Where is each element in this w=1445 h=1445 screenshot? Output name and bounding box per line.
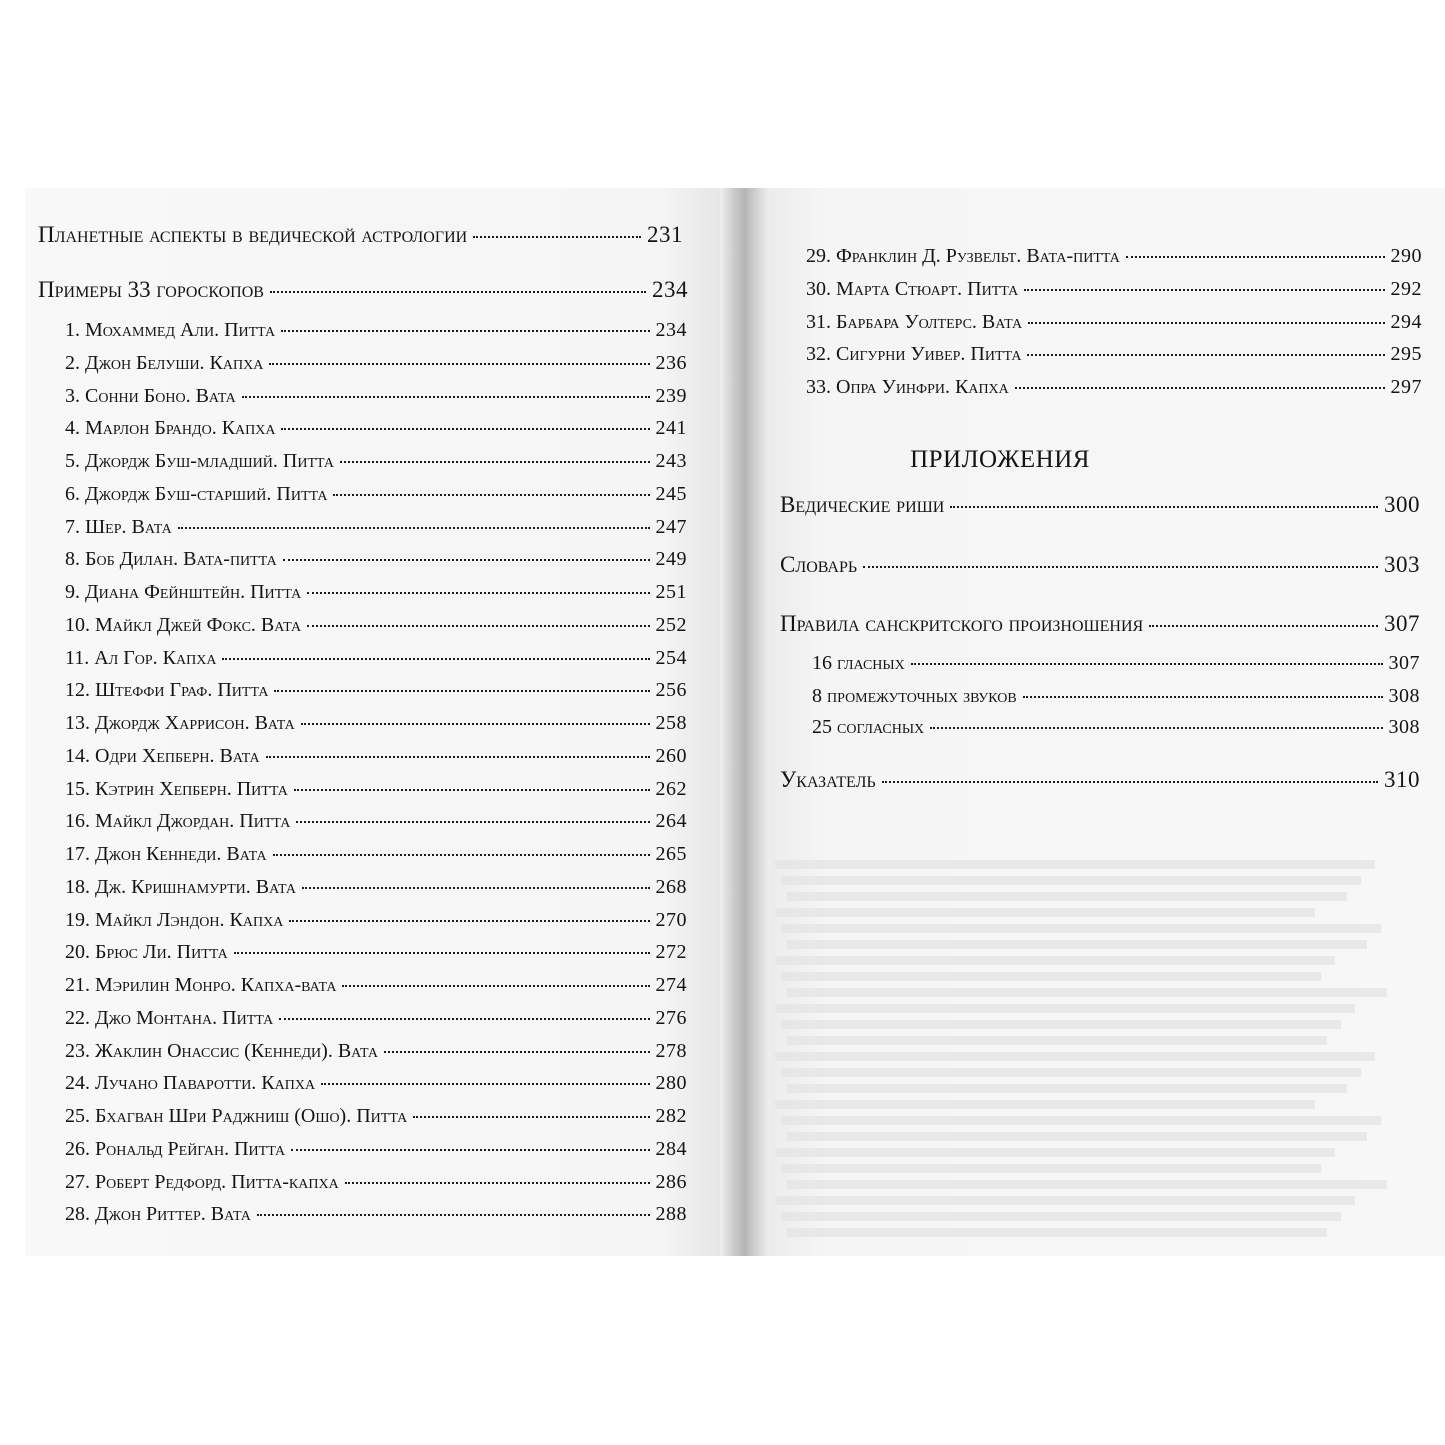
toc-entry-title: 13. Джордж Харрисон. Вата [65, 712, 295, 734]
toc-entry[interactable] [65, 679, 687, 709]
toc-entry[interactable] [38, 222, 683, 252]
toc-entry-page: 265 [655, 843, 687, 865]
dot-leader [294, 789, 650, 791]
bleed-through-line [781, 924, 1381, 933]
toc-entry-title: 5. Джордж Буш-младший. Питта [65, 450, 334, 472]
toc-entry-title: 31. Барбара Уолтерс. Вата [806, 310, 1023, 333]
toc-entry-title: Словарь [780, 552, 858, 577]
toc-entry-page: 284 [655, 1137, 687, 1160]
toc-entry[interactable] [65, 1105, 687, 1135]
toc-entry-page: 260 [655, 744, 687, 767]
toc-entry[interactable] [65, 941, 687, 971]
toc-entry-title: 4. Марлон Брандо. Капха [65, 417, 276, 440]
toc-entry-page: 270 [655, 908, 687, 931]
toc-entry[interactable] [780, 492, 1420, 522]
toc-entry-title: 25. Бхагван Шри Раджниш (Ошо). Питта [65, 1105, 408, 1127]
bleed-through-line [787, 1084, 1347, 1093]
dot-leader [291, 1149, 649, 1151]
toc-entry[interactable] [65, 1007, 687, 1037]
toc-entry-title: 1. Мохаммед Али. Питта [65, 319, 276, 341]
toc-entry-title: Указатель [780, 767, 876, 792]
dot-leader [340, 461, 650, 463]
toc-entry[interactable] [38, 277, 688, 307]
toc-entry-title: 6. Джордж Буш-старший. Питта [65, 482, 328, 505]
toc-entry-page: 262 [655, 777, 687, 800]
bleed-through-line [781, 1212, 1341, 1221]
toc-entry[interactable] [806, 343, 1422, 373]
toc-entry-page: 243 [655, 450, 687, 472]
dot-leader [281, 428, 649, 430]
toc-entry-title: 21. Мэрилин Монро. Капха-вата [65, 974, 337, 996]
bleed-through-line [781, 1164, 1321, 1173]
dot-leader [273, 854, 650, 856]
dot-leader [413, 1116, 649, 1118]
toc-entry-title: 2. Джон Белуши. Капха [65, 351, 264, 374]
toc-entry-title: 26. Рональд Рейган. Питта [65, 1137, 286, 1160]
toc-subentry[interactable] [812, 716, 1420, 746]
toc-entry[interactable] [806, 278, 1422, 308]
toc-entry-title: Правила санскритского произношения [780, 611, 1144, 636]
toc-entry[interactable] [65, 1138, 687, 1168]
toc-entry[interactable] [65, 1040, 687, 1070]
dot-leader [279, 1018, 649, 1020]
toc-entry[interactable] [780, 767, 1420, 797]
dot-leader [1023, 696, 1383, 698]
bleed-through-line [781, 972, 1321, 981]
toc-entry-page: 290 [1390, 245, 1422, 267]
dot-leader [473, 236, 641, 238]
toc-entry[interactable] [65, 909, 687, 939]
toc-entry-title: 18. Дж. Кришнамурти. Вата [65, 875, 296, 898]
toc-entry-title: 19. Майкл Лэндон. Капха [65, 908, 284, 931]
toc-entry-page: 231 [647, 222, 683, 247]
dot-leader [1015, 387, 1385, 389]
toc-entry-page: 292 [1390, 277, 1422, 300]
toc-entry[interactable] [806, 311, 1422, 341]
dot-leader [950, 506, 1378, 508]
toc-entry-page: 272 [655, 941, 687, 964]
toc-entry-title: 22. Джо Монтана. Питта [65, 1006, 274, 1029]
book-gutter [720, 188, 770, 1256]
toc-entry-title: 29. Франклин Д. Рузвельт. Вата-питта [806, 245, 1120, 267]
toc-entry[interactable] [806, 376, 1422, 406]
dot-leader [234, 952, 650, 954]
toc-entry-title: 15. Кэтрин Хепберн. Питта [65, 777, 288, 800]
toc-entry[interactable] [65, 974, 687, 1004]
bleed-through-line [787, 940, 1367, 949]
dot-leader [321, 1083, 649, 1085]
toc-entry-title: 25 согласных [812, 716, 925, 738]
bleed-through-line [775, 1148, 1335, 1157]
toc-entry-title: 27. Роберт Редфорд. Питта-капха [65, 1170, 339, 1193]
dot-leader [384, 1051, 649, 1053]
toc-entry[interactable] [65, 450, 687, 480]
toc-entry[interactable] [65, 1203, 687, 1233]
toc-entry-page: 258 [655, 712, 687, 734]
toc-entry-page: 234 [652, 277, 688, 302]
toc-entry-page: 308 [1388, 716, 1420, 738]
toc-entry-title: 7. Шер. Вата [65, 515, 172, 538]
toc-entry-page: 249 [655, 548, 687, 571]
toc-entry-page: 241 [655, 417, 687, 440]
bleed-through-line [787, 1180, 1387, 1189]
toc-entry[interactable] [65, 581, 687, 611]
dot-leader [882, 781, 1378, 783]
toc-entry-page: 310 [1384, 767, 1420, 792]
toc-entry-title: 23. Жаклин Онассис (Кеннеди). Вата [65, 1039, 379, 1062]
dot-leader [1024, 289, 1384, 291]
toc-entry[interactable] [65, 352, 687, 382]
toc-entry-page: 303 [1384, 552, 1420, 577]
bleed-through-line [775, 1052, 1375, 1061]
toc-entry-title: 17. Джон Кеннеди. Вата [65, 843, 267, 865]
dot-leader [1027, 354, 1384, 356]
toc-entry[interactable] [65, 417, 687, 447]
dot-leader [296, 821, 649, 823]
toc-subentry[interactable] [812, 685, 1420, 715]
toc-entry-page: 252 [655, 613, 687, 636]
dot-leader [274, 690, 649, 692]
toc-entry[interactable] [65, 319, 687, 349]
toc-entry-page: 307 [1388, 652, 1420, 674]
dot-leader [1149, 625, 1378, 627]
dot-leader [911, 663, 1383, 665]
bleed-through-line [787, 1228, 1327, 1237]
toc-entry-title: 16 гласных [812, 652, 905, 674]
toc-subentry[interactable] [812, 652, 1420, 682]
toc-entry-page: 251 [655, 581, 687, 603]
toc-entry-page: 295 [1390, 343, 1422, 366]
toc-entry[interactable] [780, 552, 1420, 582]
toc-entry-title: 28. Джон Риттер. Вата [65, 1203, 251, 1226]
toc-entry[interactable] [806, 245, 1422, 275]
toc-entry-title: Планетные аспекты в ведической астрологии [38, 222, 468, 247]
bleed-through-line [781, 1116, 1381, 1125]
toc-entry[interactable] [65, 516, 687, 546]
toc-entry-title: 30. Марта Стюарт. Питта [806, 277, 1019, 300]
toc-entry-title: 11. Ал Гор. Капха [65, 646, 217, 669]
bleed-through-line [781, 1020, 1341, 1029]
dot-leader [307, 592, 649, 594]
toc-entry[interactable] [780, 611, 1420, 641]
dot-leader [307, 625, 649, 627]
toc-entry-page: 264 [655, 810, 687, 833]
dot-leader [242, 396, 650, 398]
dot-leader [257, 1214, 650, 1216]
toc-entry-page: 286 [655, 1170, 687, 1193]
dot-leader [222, 658, 649, 660]
dot-leader [1028, 322, 1384, 324]
toc-entry-title: Ведические риши [780, 492, 945, 517]
toc-entry-page: 278 [655, 1039, 687, 1062]
toc-entry[interactable] [65, 548, 687, 578]
toc-entry-page: 256 [655, 679, 687, 702]
bleed-through-line [781, 876, 1361, 885]
toc-entry-page: 254 [655, 646, 687, 669]
toc-entry-title: 9. Диана Фейнштейн. Питта [65, 581, 302, 603]
dot-leader [281, 330, 649, 332]
section-title: ПРИЛОЖЕНИЯ [910, 446, 1090, 473]
toc-entry-title: 8 промежуточных звуков [812, 685, 1017, 707]
toc-entry-title: 24. Лучано Паваротти. Капха [65, 1072, 316, 1095]
toc-entry-title: 14. Одри Хепберн. Вата [65, 744, 260, 767]
toc-entry-page: 288 [655, 1203, 687, 1226]
bleed-through-line [775, 956, 1335, 965]
dot-leader [301, 723, 650, 725]
bleed-through-line [787, 1132, 1367, 1141]
toc-entry-title: 8. Боб Дилан. Вата-питта [65, 548, 277, 571]
toc-entry-page: 236 [655, 351, 687, 374]
bleed-through-line [775, 1196, 1355, 1205]
toc-entry[interactable] [65, 712, 687, 742]
bleed-through-line [775, 1004, 1355, 1013]
dot-leader [930, 727, 1382, 729]
bleed-through-line [787, 988, 1387, 997]
dot-leader [270, 291, 646, 293]
toc-entry-page: 239 [655, 384, 687, 407]
toc-entry-title: 16. Майкл Джордан. Питта [65, 810, 291, 833]
bleed-through-line [781, 1068, 1361, 1077]
toc-entry[interactable] [65, 614, 687, 644]
toc-entry[interactable] [65, 385, 687, 415]
bleed-through-line [787, 892, 1347, 901]
toc-entry[interactable] [65, 647, 687, 677]
toc-entry-page: 294 [1390, 310, 1422, 333]
toc-entry[interactable] [65, 483, 687, 513]
toc-entry-title: 3. Сонни Боно. Вата [65, 384, 236, 407]
toc-entry-title: 32. Сигурни Уивер. Питта [806, 343, 1022, 366]
toc-entry-page: 307 [1384, 611, 1420, 636]
toc-entry-page: 276 [655, 1006, 687, 1029]
toc-entry[interactable] [65, 876, 687, 906]
toc-entry[interactable] [65, 1171, 687, 1201]
toc-entry-page: 300 [1384, 492, 1420, 517]
toc-entry[interactable] [65, 1072, 687, 1102]
bleed-through-line [775, 908, 1315, 917]
toc-entry-title: 10. Майкл Джей Фокс. Вата [65, 613, 302, 636]
toc-entry-page: 282 [655, 1105, 687, 1127]
toc-entry[interactable] [65, 745, 687, 775]
bleed-through-line [775, 1100, 1315, 1109]
toc-entry[interactable] [65, 810, 687, 840]
toc-entry-page: 247 [655, 515, 687, 538]
dot-leader [178, 527, 650, 529]
dot-leader [345, 1182, 650, 1184]
toc-entry-page: 245 [655, 482, 687, 505]
toc-entry-title: 33. Опра Уинфри. Капха [806, 376, 1009, 398]
toc-entry[interactable] [65, 843, 687, 873]
toc-entry[interactable] [65, 778, 687, 808]
toc-entry-page: 308 [1388, 685, 1420, 707]
dot-leader [289, 920, 649, 922]
toc-entry-title: Примеры 33 гороскопов [38, 277, 264, 302]
toc-entry-title: 12. Штеффи Граф. Питта [65, 679, 269, 702]
toc-entry-page: 268 [655, 875, 687, 898]
dot-leader [333, 494, 649, 496]
bleed-through-line [775, 860, 1375, 869]
toc-entry-page: 274 [655, 974, 687, 996]
dot-leader [302, 887, 650, 889]
toc-entry-page: 280 [655, 1072, 687, 1095]
dot-leader [1126, 256, 1385, 258]
toc-entry-page: 234 [655, 319, 687, 341]
dot-leader [863, 566, 1378, 568]
dot-leader [266, 756, 650, 758]
dot-leader [342, 985, 649, 987]
bleed-through-line [787, 1036, 1327, 1045]
dot-leader [269, 363, 649, 365]
dot-leader [283, 559, 650, 561]
toc-entry-title: 20. Брюс Ли. Питта [65, 941, 228, 964]
toc-entry-page: 297 [1390, 376, 1422, 398]
